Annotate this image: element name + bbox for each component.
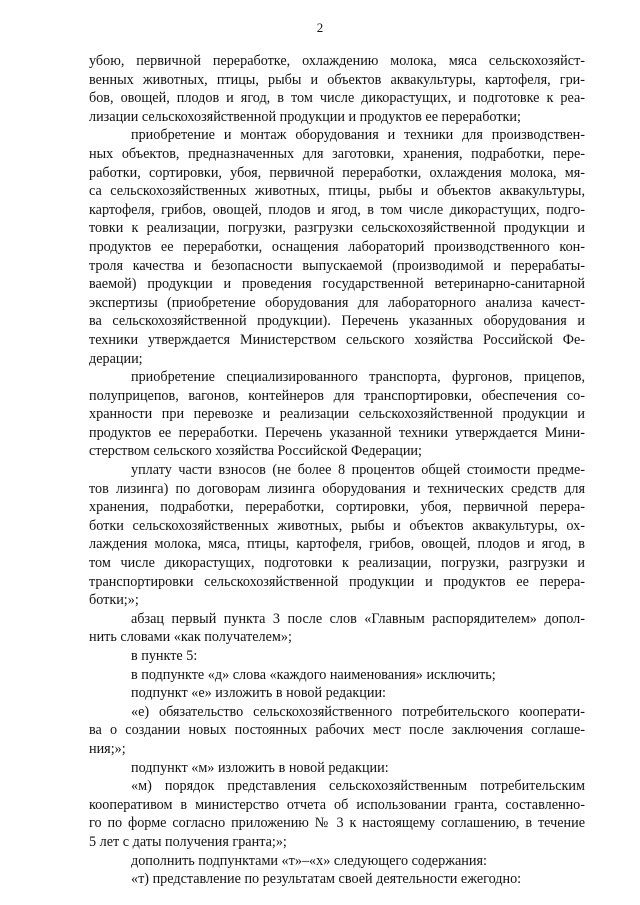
paragraph (89, 126, 585, 368)
text-line: дерации; (89, 350, 143, 367)
text-line: приобретение специализированного транспорта, фургонов, прицепов, (131, 369, 585, 386)
text-line: уплату части взносов (не более 8 процентов общей стоимости предме- (131, 462, 585, 479)
paragraph (89, 777, 585, 851)
text-line: картофеля, грибов, овощей, плодов и ягод, в том числе дикорастущих, подго- (89, 201, 585, 218)
text-line: венных животных, птицы, рыбы и объектов аквакультуры, картофеля, гри- (89, 71, 585, 88)
text-line: «е) обязательство сельскохозяйственного потребительского кооперати- (131, 703, 585, 720)
text-line: ва о создании новых постоянных рабочих мест после заключения соглаше- (89, 722, 585, 739)
text-line: ботки;»; (89, 592, 139, 609)
text-line: кооперативом в министерство отчета об использовании гранта, составленно- (89, 796, 585, 813)
paragraph (89, 852, 585, 871)
paragraph (89, 368, 585, 461)
text-line: в пункте 5: (131, 648, 198, 664)
text-line: полуприцепов, вагонов, контейнеров для транспортировки, обеспечения со- (89, 387, 585, 404)
text-line: ния;»; (89, 740, 126, 757)
text-line: нить словами «как получателем»; (89, 629, 292, 646)
text-line: работки, сортировки, убоя, первичной переработки, охлаждения молока, мя- (89, 164, 585, 181)
paragraph (89, 52, 585, 126)
text-line: продуктов ее переработки. Перечень указанной техники утверждается Мини- (89, 424, 585, 441)
text-line: лизации сельскохозяйственной продукции и продуктов ее переработки; (89, 108, 521, 125)
text-line: стерством сельского хозяйства Российской Федерации; (89, 443, 422, 460)
text-line: том числе дикорастущих, подготовки к реализации, погрузки, разгрузки и (89, 555, 585, 572)
text-line: товки к реализации, погрузки, разгрузки сельскохозяйственной продукции и (89, 220, 585, 237)
text-line: техники утверждается Министерством сельского хозяйства Российской Фе- (89, 331, 585, 348)
text-line: абзац первый пункта 3 после слов «Главным распорядителем» допол- (131, 610, 585, 627)
text-line: подпункт «м» изложить в новой редакции: (131, 759, 389, 776)
paragraph (89, 461, 585, 610)
text-line: ваемой) продукции и проведения государственной ветеринарно-санитарной (89, 276, 585, 293)
paragraph (89, 759, 585, 778)
text-line: «т) представление по результатам своей деятельности ежегодно: (131, 871, 522, 888)
paragraph (89, 870, 585, 889)
text-line: ботки сельскохозяйственных животных, рыбы и объектов аквакультуры, ох- (89, 517, 585, 534)
text-line: в подпункте «д» слова «каждого наименования» исключить; (131, 666, 496, 683)
paragraph (89, 647, 585, 666)
text-line: «м) порядок представления сельскохозяйственным потребительским (131, 778, 585, 795)
paragraph (89, 666, 585, 685)
text-line: транспортировки сельскохозяйственной продукции и продуктов ее перера- (89, 573, 585, 590)
text-line: са сельскохозяйственных животных, птицы, рыбы и объектов аквакультуры, (89, 183, 585, 200)
text-line: приобретение и монтаж оборудования и техники для производствен- (131, 127, 585, 144)
text-line: го по форме согласно приложению № 3 к настоящему соглашению, в течение (89, 815, 585, 832)
text-line: 5 лет с даты получения гранта;»; (89, 833, 287, 850)
text-line: лаждения молока, мяса, птицы, картофеля, грибов, овощей, плодов и ягод, в (89, 536, 585, 553)
text-line: хранения, подработки, переработки, сортировки, убоя, первичной перера- (89, 499, 585, 516)
text-line: хранности при перевозке и реализации сельскохозяйственной продукции и (89, 406, 585, 423)
paragraph (89, 703, 585, 759)
text-line: продуктов ее переработки, оснащения лабораторий производственного кон- (89, 238, 585, 255)
text-line: троля качества и безопасности выпускаемой (производимой и перерабаты- (89, 257, 585, 274)
text-line: подпункт «е» изложить в новой редакции: (131, 685, 386, 702)
text-line: убою, первичной переработке, охлаждению молока, мяса сельскохозяйст- (89, 53, 585, 69)
text-line: экспертизы (приобретение оборудования для лабораторного анализа качест- (89, 294, 585, 311)
text-line: тов лизинга) по договорам лизинга оборудования и технических средств для (89, 480, 585, 497)
text-line: бов, овощей, плодов и ягод, в том числе дикорастущих, и подготовке к реа- (89, 90, 585, 107)
page-number: 2 (316, 20, 324, 35)
text-line: ва сельскохозяйственной продукции). Перечень указанных оборудования и (89, 313, 585, 330)
text-line: ных объектов, предназначенных для заготовки, хранения, подработки, пере- (89, 145, 585, 162)
paragraph (89, 684, 585, 703)
document-body (89, 52, 585, 889)
paragraph (89, 610, 585, 647)
text-line: дополнить подпунктами «т»–«х» следующего содержания: (131, 852, 487, 869)
